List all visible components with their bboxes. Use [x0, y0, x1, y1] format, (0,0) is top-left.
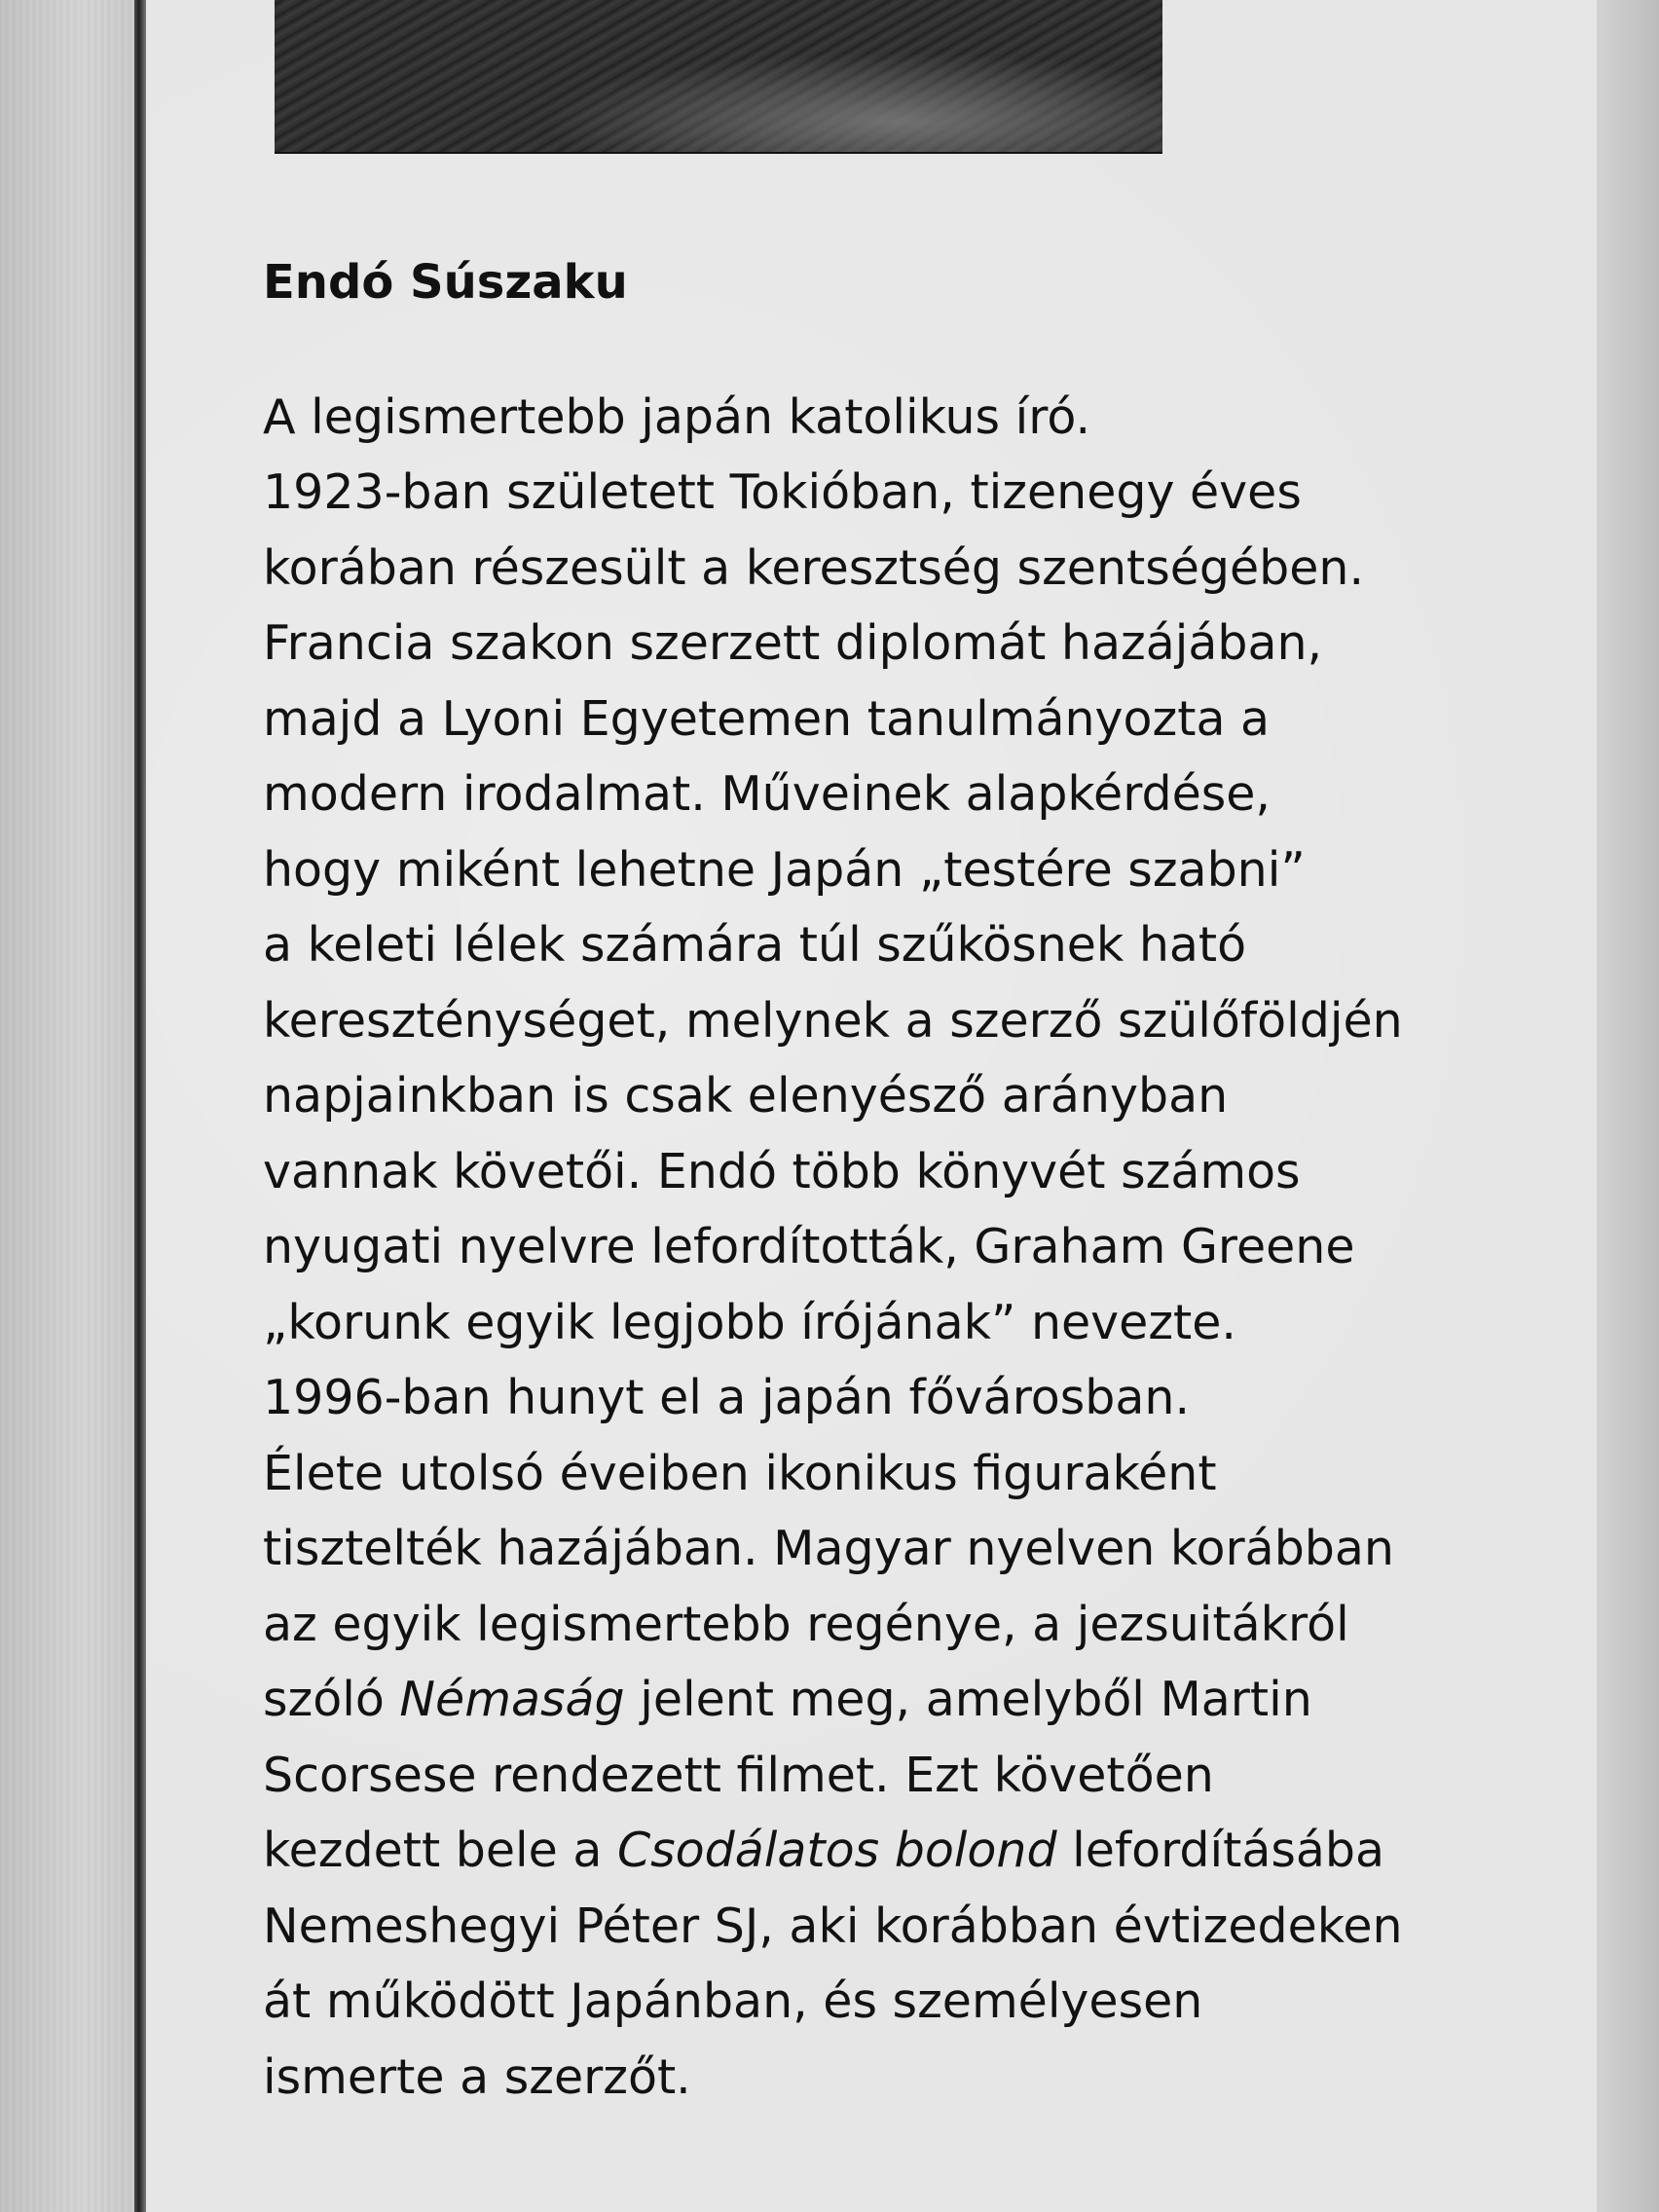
bio-text-run: Nemeshegyi Péter SJ, aki korábban évtizedeken [263, 1898, 1403, 1954]
bio-text-run: szóló [263, 1672, 400, 1728]
bio-text-run: hogy miként lehetne Japán „testére szabni” [263, 841, 1306, 898]
bio-line [263, 531, 1548, 607]
bio-text-run: „korunk egyik legjobb írójának” nevezte. [263, 1294, 1236, 1350]
bio-line [263, 1738, 1548, 1814]
bio-line [263, 682, 1548, 757]
bio-line [263, 606, 1548, 682]
bio-line [263, 1813, 1548, 1889]
bio-text-run: ismerte a szerzőt. [263, 2048, 691, 2105]
bio-text-run: az egyik legismertebb regénye, a jezsuitákról [263, 1596, 1349, 1652]
author-bio [263, 255, 1548, 2115]
bio-text-run: át működött Japánban, és személyesen [263, 1973, 1203, 2030]
right-margin-strip [1597, 0, 1659, 2212]
bio-line [263, 1662, 1548, 1738]
bio-line [263, 455, 1548, 531]
bio-text-run: majd a Lyoni Egyetemen tanulmányozta a [263, 690, 1271, 747]
bio-text-run: korában részesült a keresztség szentségében. [263, 539, 1365, 596]
bio-line [263, 1360, 1548, 1436]
bio-text-run: 1996-ban hunyt el a japán fővárosban. [263, 1370, 1191, 1426]
bio-line [263, 1511, 1548, 1587]
bio-text-run: Élete utolsó éveiben ikonikus figuraként [263, 1445, 1217, 1501]
bio-text-run: Scorsese rendezett filmet. Ezt követően [263, 1747, 1214, 1803]
author-photo [275, 0, 1162, 154]
bio-line [263, 380, 1548, 456]
book-title-italic: Némaság [399, 1672, 625, 1728]
bio-line [263, 1209, 1548, 1285]
adjacent-page-strip [0, 0, 136, 2212]
bio-text-run: kereszténységet, melynek a szerző szülőföldjén [263, 992, 1403, 1049]
bio-line [263, 1285, 1548, 1361]
author-name-heading: Endó Súszaku [263, 255, 628, 310]
book-title-italic: Csodálatos bolond [616, 1823, 1057, 1879]
bio-text-run: A legismertebb japán katolikus író. [263, 388, 1091, 445]
bio-text-run: kezdett bele a [263, 1823, 617, 1879]
bio-line [263, 1058, 1548, 1134]
bio-text-run: 1923-ban született Tokióban, tizenegy éves [263, 464, 1302, 521]
bio-line [263, 1889, 1548, 1965]
bio-line [263, 907, 1548, 983]
bio-line [263, 1964, 1548, 2040]
bio-line [263, 1587, 1548, 1663]
bio-text-run: tisztelték hazájában. Magyar nyelven korábban [263, 1521, 1394, 1577]
bio-line [263, 2040, 1548, 2116]
bio-text-run: nyugati nyelvre lefordították, Graham Greene [263, 1219, 1355, 1275]
bio-line [263, 832, 1548, 908]
bio-line [263, 1134, 1548, 1210]
bio-text-run: modern irodalmat. Műveinek alapkérdése, [263, 766, 1271, 823]
bio-line [263, 756, 1548, 832]
bio-line [263, 1436, 1548, 1512]
bio-text-run: Francia szakon szerzett diplomát hazájában, [263, 615, 1323, 672]
bio-text-run: jelent meg, amelyből Martin [624, 1672, 1312, 1728]
bio-line [263, 983, 1548, 1059]
bio-text-run: vannak követői. Endó több könyvét számos [263, 1143, 1301, 1199]
bio-text-run: a keleti lélek számára túl szűkösnek ható [263, 917, 1247, 974]
bio-text-run: lefordításába [1056, 1823, 1385, 1879]
page-spine-edge [134, 0, 146, 2212]
bio-text-run: napjainkban is csak elenyésző arányban [263, 1068, 1229, 1124]
bio-paragraph [263, 380, 1548, 2116]
